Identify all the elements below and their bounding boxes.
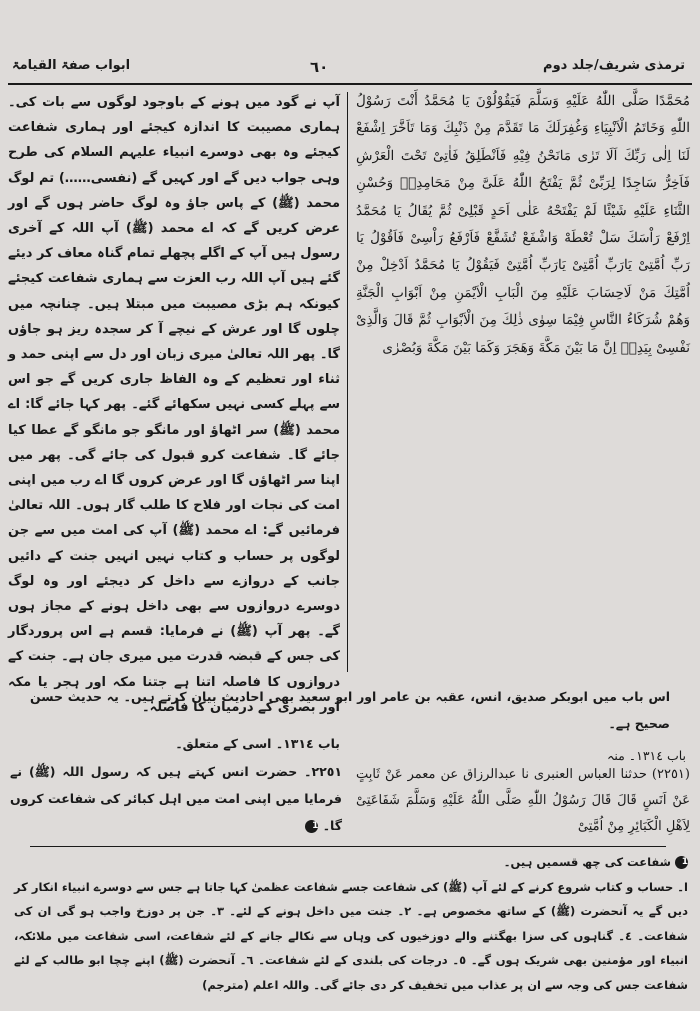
arabic-hadith-column	[356, 88, 690, 608]
footnote-rule	[30, 846, 666, 847]
column-divider	[347, 92, 348, 672]
hadith-2251-arabic	[356, 762, 690, 840]
arabic-hadith-text: مُحَمَّدًا صَلَّى اللّٰهُ عَلَيْهِ وَسَلَّمَ فَيَقُوْلُوْنَ يَا مُحَمَّدُ أَنْتَ رَسُوْلُ اللّٰهِ وَخَاتَمُ الْاَنْبِيَاءِ وَغُفِرَلَكَ مَا تَقَدَّمَ مِنْ ذَنْبِكَ وَمَا تَاَخَّرَ اِشْفَعْ لَنَا اِلٰى رَبِّكَ اَلَا تَرٰى مَانَحْنُ فِيْهِ فَاَنْطَلِقُ فَاٰتِىْ تَحْتَ الْعَرْشِ فَاَخِرُّ سَاجِدًا لِرَبِّىْ ثُمَّ يَفْتَحُ اللّٰهُ عَلَىَّ مِنْ مَحَامِدِهٖ وَحُسْنِ الثَّنَاءِ عَلَيْهِ شَيْئًا لَمْ يَفْتَحْهُ عَلٰى اَحَدٍ قَبْلِىْ ثُمَّ يُقَالُ يَا مُحَمَّدُ اِرْفَعْ رَاْسَكَ سَلْ تُعْطَهْ وَاشْفَعْ تُشَفَّعْ فَاَرْفَعُ رَاْسِىْ فَاَقُوْلُ يَا رَبِّ اُمَّتِىْ يَارَبِّ اُمَّتِىْ يَارَبِّ اُمَّتِىْ فَيَقُوْلُ يَا مُحَمَّدُ اَدْخِلْ مِنْ اُمَّتِكَ مَنْ لَاحِسَابَ عَلَيْهِ مِنَ الْبَابِ الْاَيْمَنِ مِنْ اَبْوَابِ الْجَنَّةِ وَهُمْ شُرَكَاءُ النَّاسِ فِيْمَا سِوٰى ذٰلِكَ مِنَ الْاَبْوَابِ ثُمَّ قَالَ وَالَّذِىْ نَفْسِىْ بِيَدِهٖ اِنَّ مَا بَيْنَ مَكَّةَ وَهَجَرَ وَكَمَا بَيْنَ مَكَّةَ وَبُصْرٰى	[356, 93, 690, 356]
header-rule	[8, 83, 692, 85]
urdu-translation-text: آپ نے گود میں ہونے کے باوجود لوگوں سے بات کی۔ ہماری مصیبت کا اندازہ کیجئے اور ہماری شفاعت کیجئے وہ بھی دوسرے انبیاء علیہم السلام کی طرح وہی جواب دیں گے اور کہیں گے (نفسی……) تم لوگ محمد (ﷺ) کے پاس جاؤ وہ لوگ حاضر ہوں گے اور عرض کریں گے کہ اے محمد (ﷺ) آپ اللہ کے آخری رسول ہیں آپ کے اگلے پچھلے تمام گناہ معاف کر دیئے گئے ہیں آپ اللہ رب العزت سے ہماری شفاعت کیجئے کیونکہ ہم بڑی مصیبت میں مبتلا ہیں۔ چنانچہ میں چلوں گا اور عرش کے نیچے آ کر سجدہ ریز ہو جاؤں گا۔ پھر اللہ تعالیٰ میری زبان اور دل سے اپنی حمد و ثناء اور تعظیم کے وہ الفاظ جاری کریں گے جو اس سے پہلے کسی نہیں سکھائے گئے۔ پھر کہا جائے گا: اے محمد (ﷺ) سر اٹھاؤ اور مانگو جو مانگو گے عطا کیا جائے گا۔ شفاعت کرو قبول کی جائے گی۔ پھر میں اپنا سر اٹھاؤں گا اور عرض کروں گا اے رب میں اپنی امت کی نجات اور فلاح کا طلب گار ہوں۔ اللہ تعالیٰ فرمائیں گے: اے محمد (ﷺ) آپ کی امت میں سے جن لوگوں پر حساب و کتاب نہیں انہیں جنت کے دائیں جانب کے دروازے سے داخل کر دیجئے اور وہ لوگ دوسرے دروازوں سے بھی داخل ہونے کے مجاز ہوں گے۔ پھر آپ (ﷺ) نے فرمایا: قسم ہے اس پروردگار کی جس کے قبضہ قدرت میں میری جان ہے۔ جنت کے دروازوں کا فاصلہ اتنا ہے جتنا مکہ اور ہجر یا مکہ اور بصری کے درمیان کا فاصلہ۔	[8, 95, 340, 715]
footnote-marker: 1	[305, 820, 318, 833]
header-book-title: ترمذی شریف/جلد دوم	[543, 58, 685, 73]
hadith-2251-urdu	[10, 758, 342, 833]
chapter-note	[30, 683, 670, 739]
hadith-2251-urdu-text: ٢٢٥١۔ حضرت انس کہتے ہیں کہ رسول اللہ (ﷺ) نے فرمایا میں اپنی امت میں اہل کبائر کی شفاعت کروں گا۔	[10, 764, 342, 833]
urdu-translation-column	[8, 90, 340, 715]
header-chapter-title: ابواب صفۃ القیامۃ	[12, 58, 131, 73]
footnote-heading-text: شفاعت کی چھ قسمیں ہیں۔	[503, 855, 671, 869]
footnote	[14, 850, 688, 1000]
chapter-note-text: اس باب میں ابوبکر صدیق، انس، عقبہ بن عامر اور ابو سعید بھی احادیث بیان کرتے ہیں۔ یہ حدیث حسن صحیح ہے۔	[30, 689, 670, 731]
chapter-heading-arabic: باب ١٣١٤۔ منہ	[607, 748, 686, 763]
hadith-2251-arabic-text: (٢٢٥١) حدثنا العباس العنبرى نا عبدالرزاق عن معمر عَنْ ثَابِتٍ عَنْ اَنَسٍ قَالَ قَالَ رَسُوْلُ اللّٰهِ صَلَّى اللّٰهُ عَلَيْهِ وَسَلَّمَ شَفَاعَتِىْ لِاَهْلِ الْكَبَائِرِ مِنْ اُمَّتِىْ	[356, 767, 690, 834]
footnote-heading	[14, 850, 688, 875]
chapter-heading-urdu: باب ١٣١٤۔ اسی کے متعلق۔	[175, 736, 340, 751]
footnote-badge: 1	[675, 856, 688, 869]
footnote-body: ا۔ حساب و کتاب شروع کرنے کے لئے آپ (ﷺ) کی شفاعت جسے شفاعت عظمیٰ کہا جاتا ہے جس سے دوسرے انبیاء انکار کر دیں گے یہ آنحضرت (ﷺ) کے ساتھ مخصوص ہے۔ ٢۔ جنت میں داخل ہونے کے لئے۔ ٣۔ جن پر دوزخ واجب ہو گی ان کی شفاعت۔ ٤۔ گناہوں کی سزا بھگتنے والے دوزخیوں کی وہاں سے نکالے جانے کے لئے شفاعت، اسی شفاعت میں ملائکہ، انبیاء اور مؤمنین بھی شریک ہوں گے۔ ٥۔ درجات کی بلندی کے لئے شفاعت۔ ٦۔ آنحضرت (ﷺ) اپنے چچا ابو طالب کے لئے شفاعت جس کی وجہ سے ان پر عذاب میں تخفیف کر دی جائے گی۔ واللہ اعلم (مترجم)	[14, 879, 688, 992]
page-number: ٦٠	[310, 58, 329, 76]
